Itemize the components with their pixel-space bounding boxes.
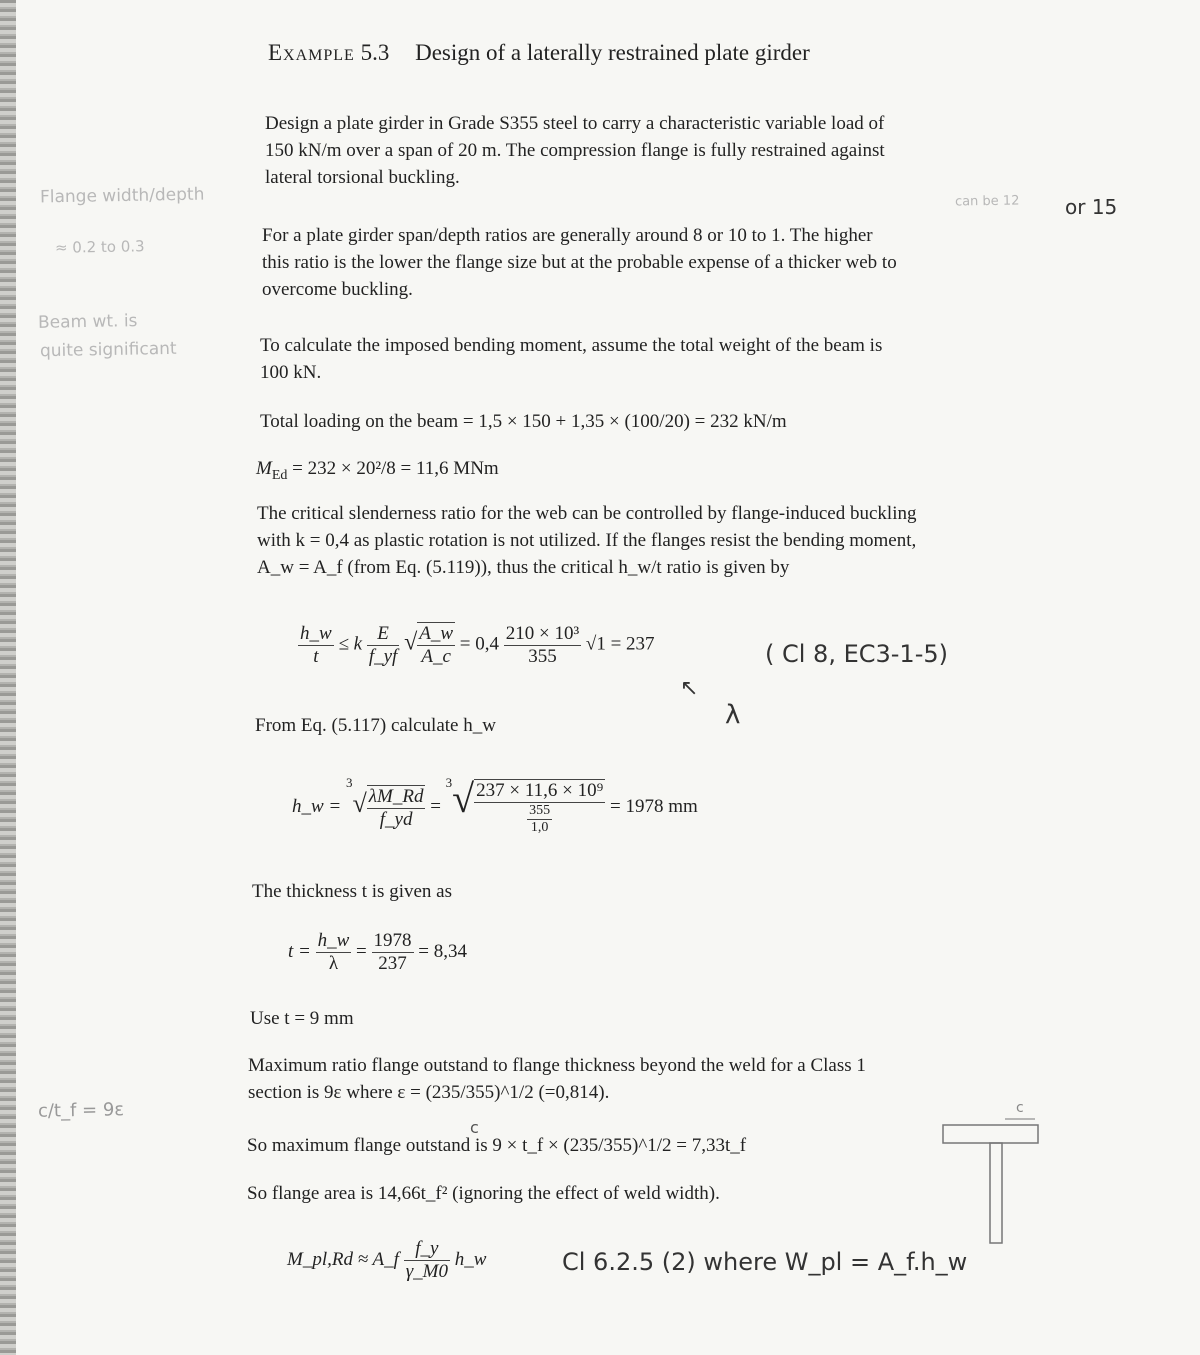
text-line: For a plate girder span/depth ratios are generally around 8 or 10 to 1. The higher [262, 225, 873, 246]
example-label: Example [268, 40, 355, 65]
eq3-result: = 8,34 [418, 940, 467, 962]
moment-value: = 232 × 20²/8 = 11,6 MNm [287, 458, 499, 479]
eq1-area-ratio: $\frac{A\_w}{A\_c}$ [419, 623, 454, 667]
margin-note-flange: Flange width/depth [39, 184, 205, 208]
thickness-line: The thickness t is given as [252, 881, 452, 902]
margin-note-c-tf: c/t_f = 9ε [37, 1099, 125, 1122]
eq1-le: ≤ k [338, 633, 363, 655]
eq1-result: √1 = 237 [585, 633, 655, 655]
example-heading: Design of a laterally restrained plate girder [415, 40, 810, 65]
outstand-line: So maximum flange outstand is 9 × t_f × (235/355)^1/2 = 7,33t_f [247, 1135, 747, 1156]
paragraph-3 [260, 332, 1070, 386]
eq3-frac1: $\frac{h\_w}{\lambda}$ [317, 930, 350, 974]
equation-mpl [287, 1238, 486, 1283]
moment-symbol: M [256, 458, 272, 479]
margin-note-ratio: ≈ 0.2 to 0.3 [54, 237, 145, 257]
eq1-e-fyf: $\frac{E}{f\_yf}$ [368, 622, 398, 667]
eq3-lhs: t = [288, 940, 311, 962]
equation-slenderness: $\frac{h\_w}{t}$ ≤ k $\frac{E}{f\_yf}$ √ $\frac{A\_w}{A\_c}$ = 0,4 $\frac{\text{210 × 10³}}{355}$ √1 = 237 [300, 622, 655, 667]
eq2-result: = 1978 mm [609, 796, 698, 817]
note-cl625: Cl 6.2.5 (2) where W_pl = A_f.h_w [562, 1248, 968, 1276]
equation-t: t = $\frac{h\_w}{\lambda}$ = $\frac{1978}{237}$ = 8,34 [288, 930, 467, 974]
eq1-fraction: $\frac{\text{210 × 10³}}{355}$ [505, 622, 580, 667]
text-line: The critical slenderness ratio for the web can be controlled by flange-induced buckling [257, 503, 917, 524]
note-or-15: or 15 [1065, 195, 1118, 219]
binding-edge [0, 0, 16, 1355]
text-line: overcome buckling. [262, 279, 413, 300]
note-c-sketch: c [1016, 1100, 1024, 1116]
arrow-up-icon: ↖ [680, 676, 699, 701]
eq1-mid: = 0,4 [459, 633, 499, 655]
text-line: Design a plate girder in Grade S355 steel to carry a characteristic variable load of [265, 113, 885, 134]
eq2-lhs: h_w = [292, 796, 342, 817]
text-line: To calculate the imposed bending moment, assume the total weight of the beam is [260, 335, 883, 356]
flange-sketch [935, 1105, 1050, 1245]
margin-note-significant: quite significant [39, 338, 177, 362]
eq4-end: h_w [454, 1248, 487, 1270]
note-cl8: ( Cl 8, EC3-1-5) [765, 640, 948, 668]
note-c-over: c [470, 1118, 479, 1137]
area-line: So flange area is 14,66t_f² (ignoring the effect of weld width). [247, 1183, 720, 1204]
loading-line: Total loading on the beam = 1,5 × 150 + 1,35 × (100/20) = 232 kN/m [260, 411, 787, 432]
text-line: 100 kN. [260, 362, 322, 383]
example-number: 5.3 [360, 40, 390, 65]
text-line: A_w = A_f (from Eq. (5.119)), thus the critical h_w/t ratio is given by [257, 557, 790, 578]
margin-note-beam: Beam wt. is [37, 311, 138, 333]
text-line: section is 9ε where ε = (235/355)^1/2 (=0,814). [248, 1082, 610, 1103]
moment-line [256, 455, 499, 489]
paragraph-2 [262, 222, 1062, 303]
paragraph-4 [257, 500, 1057, 581]
moment-sub: Ed [271, 467, 288, 483]
note-lambda: λ [725, 700, 741, 730]
eq2-frac2: $\frac{\text{237 × 11,6 × 10⁹}}{\frac{355}{1,0}}$ [476, 780, 604, 836]
from-eq-line: From Eq. (5.117) calculate h_w [255, 715, 496, 736]
note-can-be: can be 12 [954, 193, 1020, 210]
paragraph-1 [265, 110, 1065, 191]
text-line: lateral torsional buckling. [265, 167, 460, 188]
eq2-frac1: $\frac{\lambda M\_Rd}{f\_yd}$ [368, 785, 424, 830]
eq3-frac2: $\frac{1978}{237}$ [373, 930, 412, 974]
text-line: Maximum ratio flange outstand to flange thickness beyond the weld for a Class 1 [248, 1055, 866, 1076]
eq1-lhs: $\frac{h\_w}{t}$ [300, 622, 332, 667]
example-title [268, 40, 810, 66]
eq4-frac: $\frac{f\_y}{\gamma\_M0}$ [405, 1238, 449, 1282]
equation-hw: h_w = $^3$√ $\frac{\lambda M\_Rd}{f\_yd}$ = $^3$√ $\frac{\text{237 × 11,6 × 10⁹}}{\frac{355}{1,0}}$ = 1978 mm [292, 775, 698, 836]
text-line: with k = 0,4 as plastic rotation is not utilized. If the flanges resist the bending moment, [257, 530, 917, 551]
text-line: 150 kN/m over a span of 20 m. The compression flange is fully restrained against [265, 140, 885, 161]
paragraph-5 [248, 1052, 1058, 1106]
text-line: this ratio is the lower the flange size but at the probable expense of a thicker web to [262, 252, 897, 273]
eq4-lhs: M_pl,Rd ≈ A_f [287, 1248, 399, 1270]
use-t-line: Use t = 9 mm [250, 1008, 354, 1029]
